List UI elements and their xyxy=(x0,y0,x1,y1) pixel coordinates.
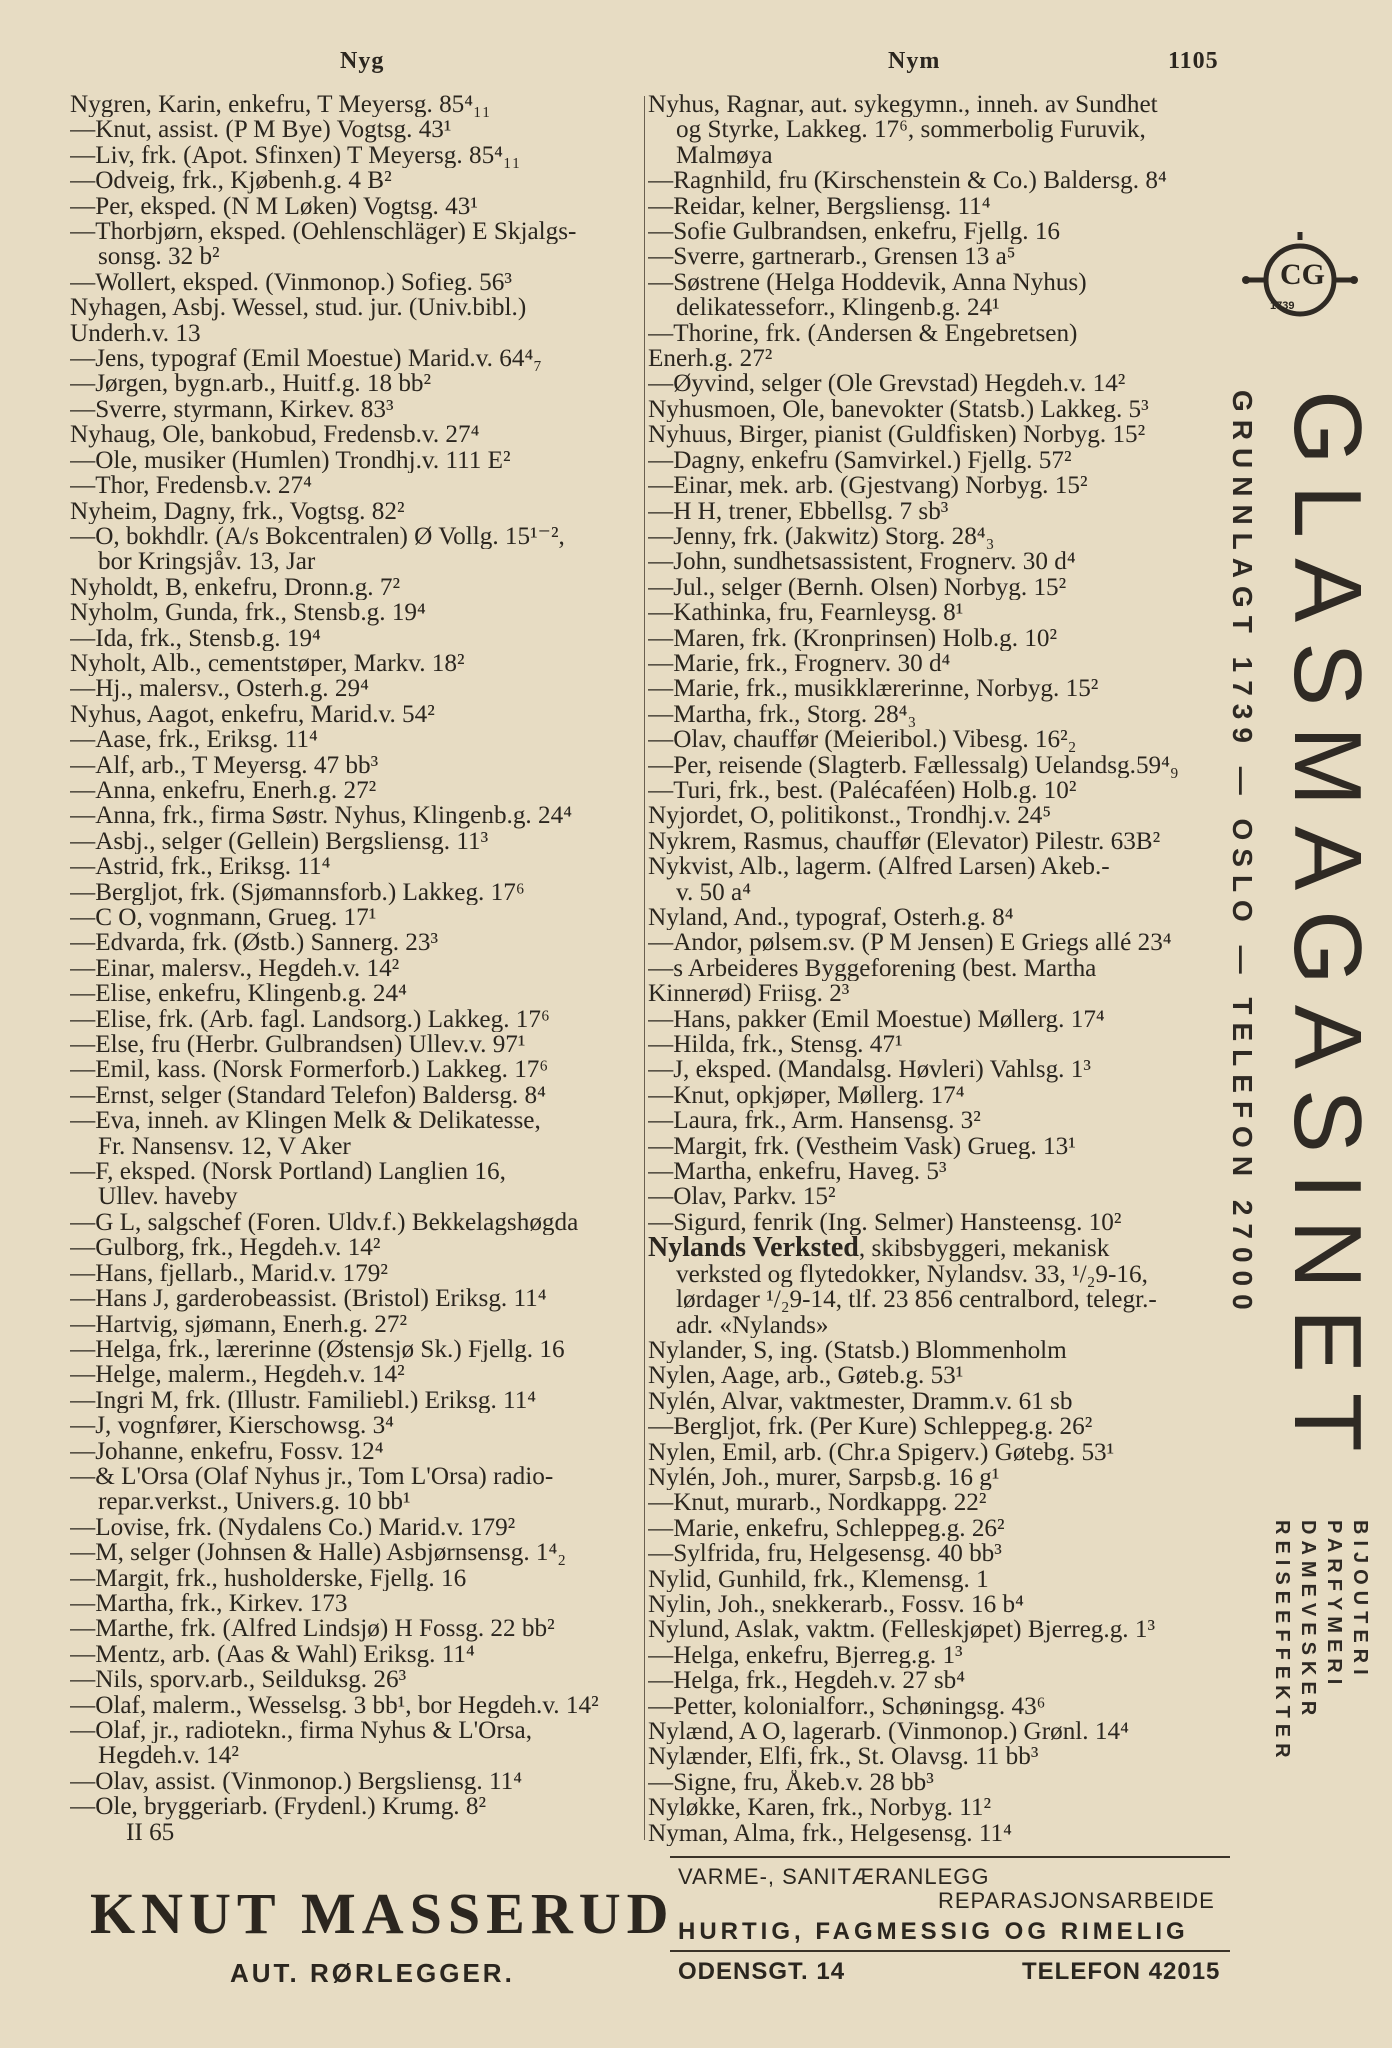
directory-entry: Nykrem, Rasmus, chauffør (Elevator) Pilestr. 63B² xyxy=(648,828,1161,855)
directory-entry: Nykvist, Alb., lagerm. (Alfred Larsen) Akeb.- xyxy=(648,854,1110,880)
glasmagasinet-ad xyxy=(1227,200,1381,1764)
directory-entry: —H H, trener, Ebbellsg. 7 sb³ xyxy=(648,498,949,524)
directory-entry: —Lovise, frk. (Nydalens Co.) Marid.v. 179² xyxy=(70,1514,516,1541)
directory-entry: Nylænder, Elfi, frk., St. Olavsg. 11 bb³ xyxy=(648,1744,1039,1770)
directory-entry: Nylund, Aslak, vaktm. (Felleskjøpet) Bjerreg.g. 1³ xyxy=(648,1617,1156,1643)
directory-entry: —Sverre, gartnerarb., Grensen 13 a⁵ xyxy=(648,244,1016,270)
directory-entry: sonsg. 32 b² xyxy=(98,244,220,270)
directory-entry: —Sofie Gulbrandsen, enkefru, Fjellg. 16 xyxy=(648,219,1061,245)
page-number: 1105 xyxy=(1168,48,1219,74)
masserud-ad xyxy=(70,1850,1230,2000)
directory-entry: —Johanne, enkefru, Fossv. 12⁴ xyxy=(70,1438,384,1464)
directory-entry: —Astrid, frk., Eriksg. 11⁴ xyxy=(70,854,331,880)
directory-entry: Nylid, Gunhild, frk., Klemensg. 1 xyxy=(648,1566,989,1592)
logo-letters: CG xyxy=(1280,258,1325,291)
ad-phone: TELEFON 42015 xyxy=(1022,1958,1221,1985)
directory-entry: —s Arbeideres Byggeforening (best. Martha xyxy=(648,955,1097,982)
directory-entry: Nyholdt, B, enkefru, Dronn.g. 7² xyxy=(70,574,401,601)
directory-entry: Ullev. haveby xyxy=(98,1184,238,1210)
glasmagasinet-tagline: GRUNNLAGT 1739 — OSLO — TELEFON 27000 xyxy=(1227,390,1258,1318)
ad-line-2: REPARASJONSARBEIDE xyxy=(938,1888,1215,1913)
directory-entry: —John, sundhetsassistent, Frognerv. 30 d⁴ xyxy=(648,549,1076,575)
directory-entry: —Petter, kolonialforr., Schøningsg. 43⁶ xyxy=(648,1693,1046,1719)
right-column xyxy=(648,92,1228,1846)
directory-entry: Nylen, Aage, arb., Gøteb.g. 53¹ xyxy=(648,1363,964,1389)
logo-year: 1739 xyxy=(1270,300,1295,312)
directory-entry: —Dagny, enkefru (Samvirkel.) Fjellg. 57² xyxy=(648,447,1072,474)
directory-entry: —Einar, malersv., Hegdeh.v. 14² xyxy=(70,955,400,982)
directory-entry: adr. «Nylands» xyxy=(676,1312,829,1338)
directory-entry: —Margit, frk. (Vestheim Vask) Grueg. 13¹ xyxy=(648,1133,1076,1160)
directory-entry: —Sverre, styrmann, Kirkev. 83³ xyxy=(70,396,394,423)
directory-entry: Nyjordet, O, politikonst., Trondhj.v. 24⁵ xyxy=(648,803,1052,829)
header-center-keyword: Nym xyxy=(888,48,941,74)
directory-entry: —M, selger (Johnsen & Halle) Asbjørnsensg. 1⁴₂ xyxy=(70,1540,567,1566)
directory-entry: —Jul., selger (Bernh. Olsen) Norbyg. 15² xyxy=(648,574,1067,601)
directory-entry: Kinnerød) Friisg. 2³ xyxy=(648,981,850,1007)
directory-entry: —Marie, enkefru, Schleppeg.g. 26² xyxy=(648,1515,1005,1542)
directory-entry: Nyhagen, Asbj. Wessel, stud. jur. (Univ.bibl.) xyxy=(70,295,527,321)
directory-entry: —Knut, opkjøper, Møllerg. 17⁴ xyxy=(648,1082,965,1109)
directory-entry: lørdager ¹/₂9-14, tlf. 23 856 centralbord, telegr.- xyxy=(676,1287,1157,1313)
directory-entry: —Ernst, selger (Standard Telefon) Baldersg. 8⁴ xyxy=(70,1082,546,1109)
directory-entry: delikatesseforr., Klingenb.g. 24¹ xyxy=(676,295,1000,321)
directory-entry: v. 50 a⁴ xyxy=(676,879,751,905)
directory-entry: Hegdeh.v. 14² xyxy=(98,1743,239,1769)
ad-item-parfymeri: PARFYMERI xyxy=(1323,1520,1345,1691)
company-name: Nylands Verksted xyxy=(648,1235,859,1262)
ad-line-1: VARME-, SANITÆRANLEGG xyxy=(678,1864,990,1889)
directory-entry: —Turi, frk., best. (Palécaféen) Holb.g. 10² xyxy=(648,777,1077,804)
masserud-subtitle: AUT. RØRLEGGER. xyxy=(230,1958,515,1988)
directory-entry: —Øyvind, selger (Ole Grevstad) Hegdeh.v. 14² xyxy=(648,371,1126,397)
directory-entry: Nyhus, Aagot, enkefru, Marid.v. 54² xyxy=(70,701,435,728)
directory-entry: —Signe, fru, Åkeb.v. 28 bb³ xyxy=(648,1769,934,1796)
directory-entry: bor Kringsjåv. 13, Jar xyxy=(98,549,316,575)
directory-entry: Nyløkke, Karen, frk., Norbyg. 11² xyxy=(648,1795,992,1821)
directory-entry: —Eva, inneh. av Klingen Melk & Delikatesse, xyxy=(70,1108,541,1134)
directory-entry: —Else, fru (Herbr. Gulbrandsen) Ullev.v. 97¹ xyxy=(70,1032,526,1058)
directory-entry: —Martha, frk., Kirkev. 173 xyxy=(70,1590,348,1617)
directory-entry: —Per, eksped. (N M Løken) Vogtsg. 43¹ xyxy=(70,193,478,220)
directory-entry: —G L, salgschef (Foren. Uldv.f.) Bekkelagshøgda xyxy=(70,1209,579,1236)
directory-entry: —Odveig, frk., Kjøbenh.g. 4 B² xyxy=(70,168,392,194)
directory-entry: Nyland, And., typograf, Osterh.g. 8⁴ xyxy=(648,905,1014,931)
directory-entry: —& L'Orsa (Olaf Nyhus jr., Tom L'Orsa) radio- xyxy=(70,1463,554,1490)
directory-entry: Nylén, Alvar, vaktmester, Dramm.v. 61 sb xyxy=(648,1388,1073,1415)
directory-entry: —Gulborg, frk., Hegdeh.v. 14² xyxy=(70,1235,381,1261)
directory-entry: —Ole, musiker (Humlen) Trondhj.v. 111 E² xyxy=(70,447,511,474)
directory-entry: —Marie, frk., Frognerv. 30 d⁴ xyxy=(648,650,951,677)
directory-entry: —Helga, frk., lærerinne (Østensjø Sk.) Fjellg. 16 xyxy=(70,1336,565,1363)
directory-entry: —Mentz, arb. (Aas & Wahl) Eriksg. 11⁴ xyxy=(70,1641,475,1668)
directory-entry: —Hj., malersv., Osterh.g. 29⁴ xyxy=(70,676,369,702)
ad-item-damevesker: DAMEVESKER xyxy=(1297,1520,1319,1722)
directory-entry: Nyhus, Ragnar, aut. sykegymn., inneh. av Sundhet xyxy=(648,92,1158,118)
masserud-details xyxy=(670,1850,1230,2000)
ad-item-reiseeffekter: REISEEFFEKTER xyxy=(1271,1520,1293,1764)
directory-entry: —Ole, bryggeriarb. (Frydenl.) Krumg. 8² xyxy=(70,1794,487,1820)
ad-rule-bottom xyxy=(670,1950,1230,1952)
directory-entry: —Thorine, frk. (Andersen & Engebretsen) xyxy=(648,320,1078,347)
directory-entry: —Knut, murarb., Nordkappg. 22² xyxy=(648,1490,987,1516)
directory-entry: —Laura, frk., Arm. Hansensg. 3² xyxy=(648,1108,981,1134)
directory-entry: —Sylfrida, fru, Helgesensg. 40 bb³ xyxy=(648,1541,1002,1567)
directory-entry: —Ingri M, frk. (Illustr. Familiebl.) Eriksg. 11⁴ xyxy=(70,1387,537,1414)
directory-entry: —Jørgen, bygn.arb., Huitf.g. 18 bb² xyxy=(70,371,432,397)
directory-entry: —Asbj., selger (Gellein) Bergsliensg. 11³ xyxy=(70,828,489,855)
directory-entry: —Ida, frk., Stensb.g. 19⁴ xyxy=(70,625,321,651)
directory-entry: —Jenny, frk. (Jakwitz) Storg. 28⁴₃ xyxy=(648,523,995,550)
directory-entry: Nyheim, Dagny, frk., Vogtsg. 82² xyxy=(70,498,405,524)
directory-entry: —Aase, frk., Eriksg. 11⁴ xyxy=(70,727,318,753)
directory-entry: verksted og flytedokker, Nylandsv. 33, ¹/₂9-16, xyxy=(676,1261,1148,1288)
ad-line-3: HURTIG, FAGMESSIG OG RIMELIG xyxy=(678,1918,1189,1945)
directory-entry: —C O, vognmann, Grueg. 17¹ xyxy=(70,905,377,931)
directory-entry: —Margit, frk., husholderske, Fjellg. 16 xyxy=(70,1565,467,1591)
directory-entry: —Elise, enkefru, Klingenb.g. 24⁴ xyxy=(70,981,407,1007)
directory-entry: —Wollert, eksped. (Vinmonop.) Sofieg. 56³ xyxy=(70,269,512,296)
directory-entry: —Sigurd, fenrik (Ing. Selmer) Hansteensg. 10² xyxy=(648,1209,1122,1236)
directory-entry: —Olaf, malerm., Wesselsg. 3 bb¹, bor Hegdeh.v. 14² xyxy=(70,1692,599,1718)
directory-entry: —Ragnhild, fru (Kirschenstein & Co.) Baldersg. 8⁴ xyxy=(648,168,1167,194)
directory-entry: —Hans J, garderobeassist. (Bristol) Eriksg. 11⁴ xyxy=(70,1286,547,1312)
left-column xyxy=(70,92,645,1845)
directory-entry: Nylænd, A O, lagerarb. (Vinmonop.) Grønl. 14⁴ xyxy=(648,1719,1129,1745)
directory-entry: Nylén, Joh., murer, Sarpsb.g. 16 g¹ xyxy=(648,1464,1000,1491)
directory-entry: —Kathinka, fru, Fearnleysg. 8¹ xyxy=(648,600,964,626)
directory-entry: —Alf, arb., T Meyersg. 47 bb³ xyxy=(70,752,379,778)
masserud-name: KNUT MASSERUD xyxy=(90,1881,675,1946)
directory-entry: —Anna, enkefru, Enerh.g. 27² xyxy=(70,777,377,804)
directory-entry: Nylands Verksted, skibsbyggeri, mekanisk xyxy=(648,1235,1228,1261)
directory-entry: Fr. Nansensv. 12, V Aker xyxy=(98,1133,351,1160)
directory-entry: —Martha, frk., Storg. 28⁴₃ xyxy=(648,701,917,728)
directory-entry: —Nils, sporv.arb., Seilduksg. 26³ xyxy=(70,1667,407,1693)
directory-entry: —Emil, kass. (Norsk Formerforb.) Lakkeg. 17⁶ xyxy=(70,1057,549,1083)
directory-entry: Nylander, S, ing. (Statsb.) Blommenholm xyxy=(648,1337,1067,1364)
directory-entry: —Elise, frk. (Arb. fagl. Landsorg.) Lakkeg. 17⁶ xyxy=(70,1006,550,1033)
directory-entry: —Helge, malerm., Hegdeh.v. 14² xyxy=(70,1362,405,1388)
directory-entry: Nylin, Joh., snekkerarb., Fossv. 16 b⁴ xyxy=(648,1591,1024,1618)
directory-entry: og Styrke, Lakkeg. 17⁶, sommerbolig Furuvik, xyxy=(676,117,1146,143)
directory-entry: —Einar, mek. arb. (Gjestvang) Norbyg. 15² xyxy=(648,473,1088,499)
directory-entry: —Helga, enkefru, Bjerreg.g. 1³ xyxy=(648,1642,963,1669)
directory-entry: —Jens, typograf (Emil Moestue) Marid.v. 64⁴₇ xyxy=(70,346,543,372)
directory-entry: —Olaf, jr., radiotekn., firma Nyhus & L'Orsa, xyxy=(70,1718,533,1744)
directory-entry: —Knut, assist. (P M Bye) Vogtsg. 43¹ xyxy=(70,117,452,143)
directory-entry: —Thor, Fredensb.v. 27⁴ xyxy=(70,473,312,499)
directory-entry: —Olav, chauffør (Meieribol.) Vibesg. 16²₂ xyxy=(648,727,1077,753)
directory-entry: Nyholm, Gunda, frk., Stensb.g. 19⁴ xyxy=(70,600,426,626)
directory-entry: —Hans, fjellarb., Marid.v. 179² xyxy=(70,1260,388,1287)
directory-entry: —Helga, frk., Hegdeh.v. 27 sb⁴ xyxy=(648,1668,966,1694)
directory-entry: —Anna, frk., firma Søstr. Nyhus, Klingenb.g. 24⁴ xyxy=(70,803,572,829)
directory-entry: Nyholt, Alb., cementstøper, Markv. 18² xyxy=(70,650,465,677)
directory-entry: —Hans, pakker (Emil Moestue) Møllerg. 17⁴ xyxy=(648,1006,1105,1033)
ad-item-bijouteri: BIJOUTERI xyxy=(1349,1520,1371,1681)
directory-entry: —Søstrene (Helga Hoddevik, Anna Nyhus) xyxy=(648,269,1087,296)
directory-entry: —Liv, frk. (Apot. Sfinxen) T Meyersg. 85⁴₁₁ xyxy=(70,142,521,169)
directory-entry: —Bergljot, frk. (Per Kure) Schleppeg.g. 26² xyxy=(648,1414,1093,1440)
directory-entry: Nyman, Alma, frk., Helgesensg. 11⁴ xyxy=(648,1820,1012,1847)
directory-entry: —F, eksped. (Norsk Portland) Langlien 16, xyxy=(70,1159,506,1185)
directory-entry: —Marthe, frk. (Alfred Lindsjø) H Fossg. 22 bb² xyxy=(70,1616,555,1642)
directory-entry: Nygren, Karin, enkefru, T Meyersg. 85⁴₁₁ xyxy=(70,92,491,118)
directory-entry: —J, vognfører, Kierschowsg. 3⁴ xyxy=(70,1413,394,1439)
directory-entry: Nylen, Emil, arb. (Chr.a Spigerv.) Gøtebg. 53¹ xyxy=(648,1439,1115,1465)
signature-mark: II 65 xyxy=(126,1819,175,1846)
header-left-keyword: Nyg xyxy=(340,48,385,74)
directory-entry: —Olav, assist. (Vinmonop.) Bergsliensg. 11⁴ xyxy=(70,1768,522,1795)
directory-entry: —Hartvig, sjømann, Enerh.g. 27² xyxy=(70,1311,408,1337)
directory-entry: Nyhuus, Birger, pianist (Guldfisken) Norbyg. 15² xyxy=(648,422,1146,448)
directory-entry: —Edvarda, frk. (Østb.) Sannerg. 23³ xyxy=(70,930,439,956)
directory-entry: —J, eksped. (Mandalsg. Høvleri) Vahlsg. 1³ xyxy=(648,1057,1091,1083)
directory-entry: —Andor, pølsem.sv. (P M Jensen) E Griegs allé 23⁴ xyxy=(648,930,1172,956)
directory-entry: Nyhaug, Ole, bankobud, Fredensb.v. 27⁴ xyxy=(70,422,480,448)
ad-address: ODENSGT. 14 xyxy=(678,1958,846,1985)
directory-entry: —Reidar, kelner, Bergsliensg. 11⁴ xyxy=(648,193,991,220)
glasmagasinet-title: GLASMAGASINET xyxy=(1274,390,1381,1472)
directory-entry: —Bergljot, frk. (Sjømannsforb.) Lakkeg. 17⁶ xyxy=(70,879,525,905)
directory-entry: repar.verkst., Univers.g. 10 bb¹ xyxy=(98,1489,411,1515)
directory-entry: —Thorbjørn, eksped. (Oehlenschläger) E Skjalgs- xyxy=(70,219,577,245)
directory-entry: —O, bokhdlr. (A/s Bokcentralen) Ø Vollg. 15¹⁻², xyxy=(70,523,565,550)
directory-entry: Nyhusmoen, Ole, banevokter (Statsb.) Lakkeg. 5³ xyxy=(648,396,1149,423)
directory-entry: Malmøya xyxy=(676,142,773,169)
directory-entry: —Olav, Parkv. 15² xyxy=(648,1184,836,1210)
directory-entry: —Marie, frk., musikklærerinne, Norbyg. 15² xyxy=(648,676,1099,702)
directory-entry: Underh.v. 13 xyxy=(70,320,201,347)
directory-entry: —Hilda, frk., Stensg. 47¹ xyxy=(648,1032,903,1058)
directory-entry: Enerh.g. 27² xyxy=(648,346,773,372)
directory-entry: —Martha, enkefru, Haveg. 5³ xyxy=(648,1159,947,1185)
directory-entry: —Per, reisende (Slagterb. Fællessalg) Uelandsg.59⁴₉ xyxy=(648,752,1179,778)
directory-entry: —Maren, frk. (Kronprinsen) Holb.g. 10² xyxy=(648,625,1058,651)
